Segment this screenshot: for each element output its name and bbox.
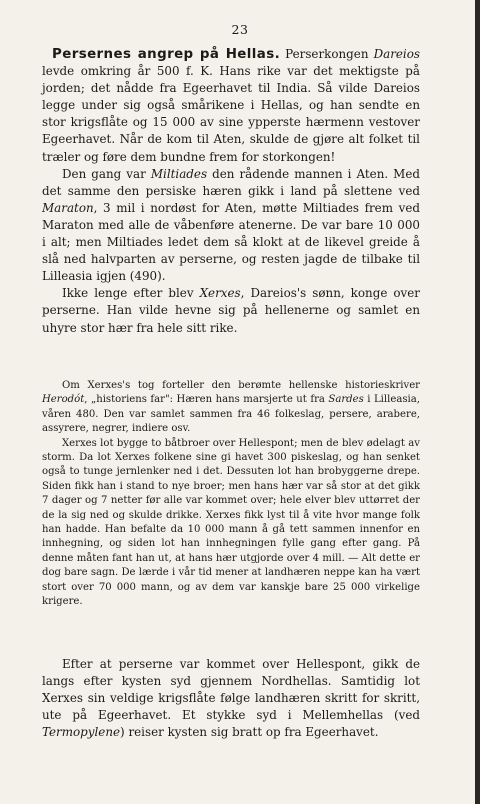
paragraph-persian-attack: Persernes angrep på Hellas. Perserkongen Dareios levde omkring år 500 f. K. Hans rike var det mektigste på jorden; det nådde fra Egeerhavet til India. Så vilde Dareios legge under sig også smårikene i Hellas, og han sendte en stor krigsflåte og 15 000 av sine ypperste hærmenn vestover Egeerhavet. Når de kom til Aten, skulde de gjøre alt folket til træler og føre dem bundne frem for storkongen! [42,47,420,164]
main-text-section-2 [42,656,420,741]
page-number: 23 [231,22,249,37]
paragraph-miltiades: Den gang var Miltiades den rådende mannen i Aten. Med det samme den persiske hæren gikk i land på slettene ved Maraton, 3 mil i nordøst for Aten, møtte Miltiades frem ved Maraton med alle de våbenføre atenerne. De var bare 10 000 i alt; men Miltiades ledet dem så klokt at de likevel greide å slå ned halvparten av perserne, og resten jagde de tilbake til Lilleasia igjen (490). [42,166,420,284]
paragraph-herodotus: Om Xerxes's tog forteller den berømte hellenske historieskriver Herodót, „historiens far": Hæren hans marsjerte ut fra Sardes i Lilleasia, våren 480. Den var samlet sammen fra 46 folkeslag, persere, arabere, assyrere, negrer, indiere osv. [42,380,420,435]
section-heading: Persernes angrep på Hellas. [52,47,281,62]
scan-edge [475,0,480,804]
small-print-section [42,379,420,610]
paragraph-hellespont: Efter at perserne var kommet over Hellespont, gikk de langs efter kysten syd gjennem Nordhellas. Samtidig lot Xerxes sin veldige krigsflåte følge landhæren skritt for skritt, ute på Egeerhavet. Et stykke syd i Mellemhellas (ved Termopylene) reiser kysten sig bratt op fra Egeerhavet. [42,657,420,740]
paragraph-boat-bridges: Xerxes lot bygge to båtbroer over Hellespont; men de blev ødelagt av storm. Da lot Xerxes folkene sine gi havet 300 piskeslag, og han senket også to tunge jernlenker ned i det. Dessuten lot han brobyggerne drepe. Siden fikk han i stand to nye broer; men hans hær var så stor at det gikk 7 dager og 7 netter før alle var kommet over; hele elver blev uttørret der de la sig ned og skulde drikke. Xerxes fikk lyst til å vite hvor mange folk han hadde. Han befalte da 10 000 mann å gå tett sammen innenfor en innhegning, og siden lot han innhegningen fylle gang efter gang. På denne måten fant han ut, at hans hær utgjorde over 4 mill. — Alt dette er dog bare sagn. De lærde i vår tid mener at landhæren neppe kan ha vært stort over 70 000 mann, og av dem var kanskje bare 25 000 virkelige krigere. [42,437,420,608]
main-text-section-1 [42,46,420,337]
paragraph-xerxes: Ikke lenge efter blev Xerxes, Dareios's sønn, konge over perserne. Han vilde hevne sig på hellenerne og samlet en uhyre stor hær fra hele sitt rike. [42,286,420,335]
